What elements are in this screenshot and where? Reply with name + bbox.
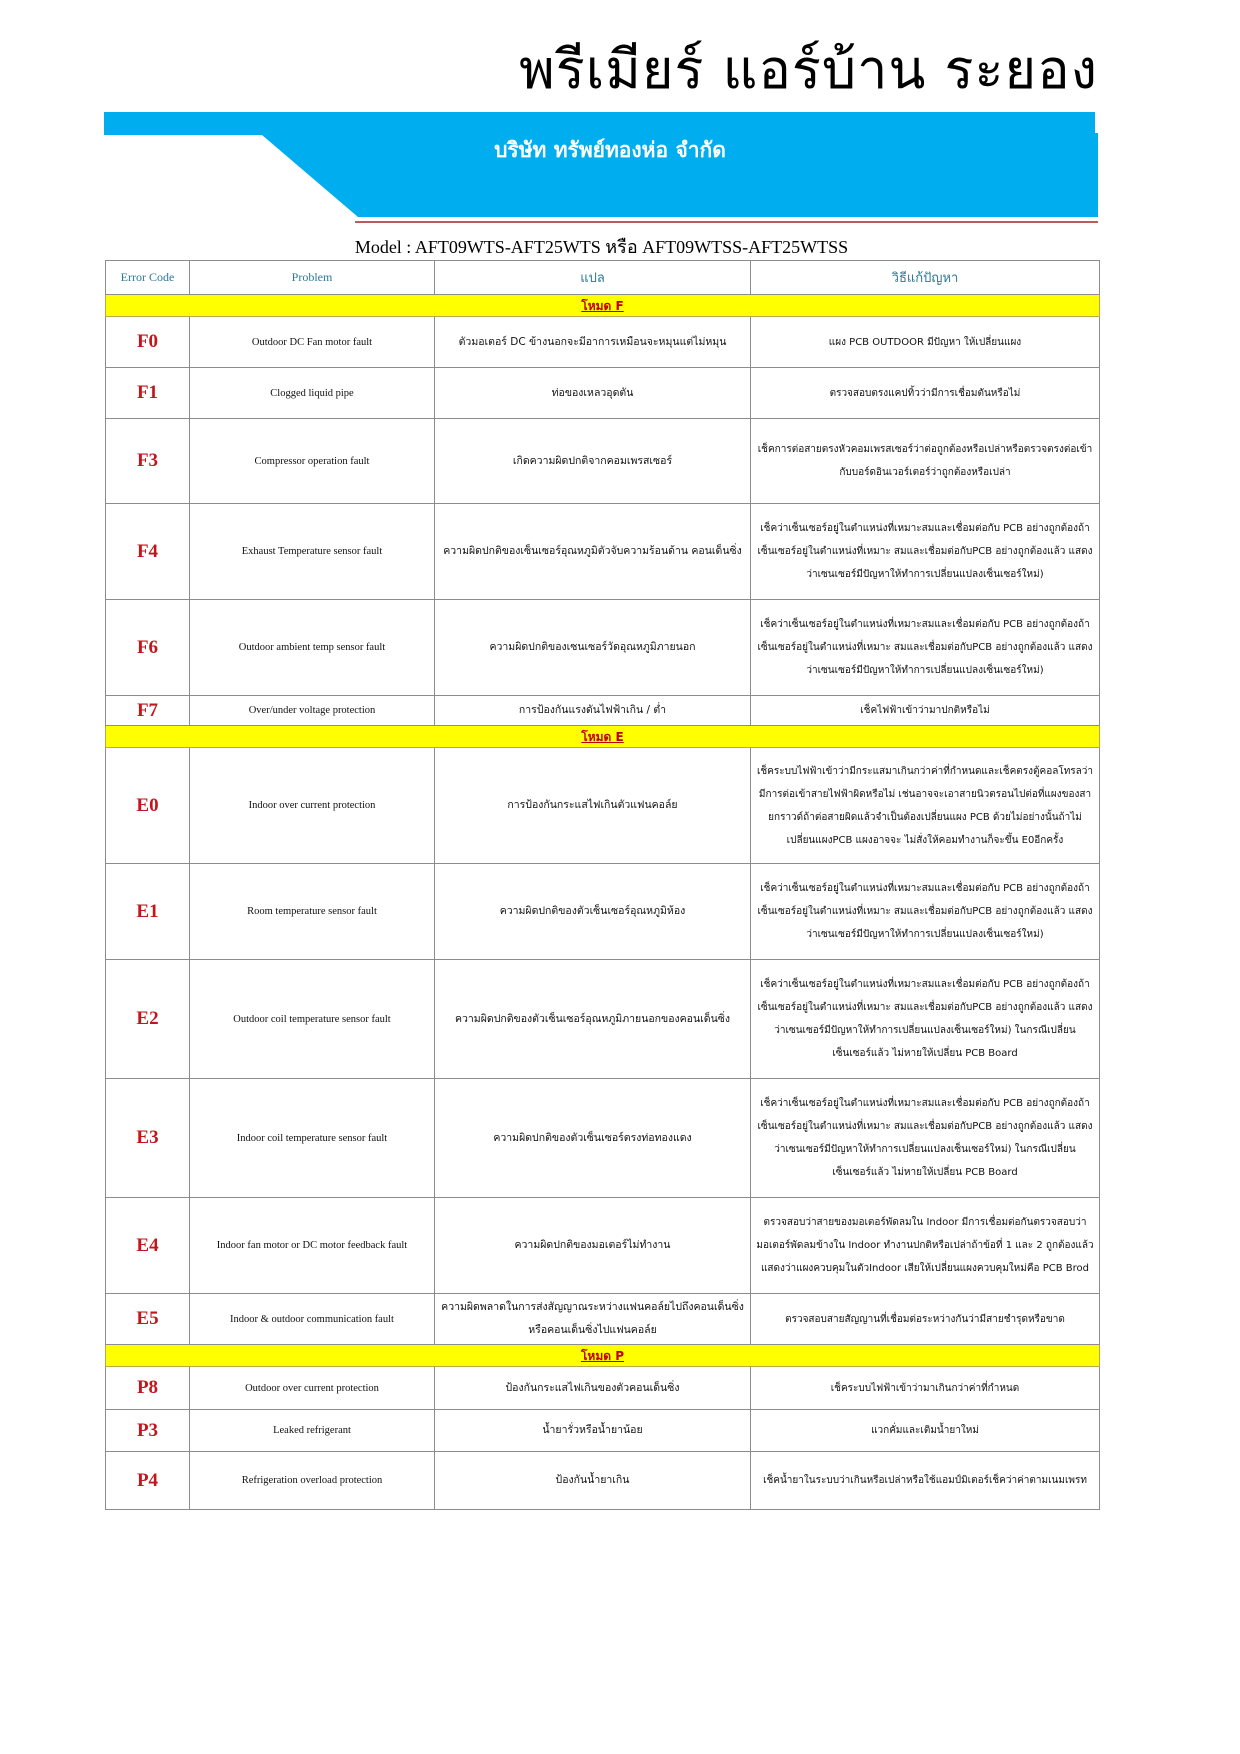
solution-cell: ตรวจสอบว่าสายของมอเตอร์พัดลมใน Indoor มีการเชื่อมต่อกันตรวจสอบว่ามอเตอร์พัดลมข้างใน Indoor ทำงานปกติหรือเปล่าถ้าข้อที่ 1 และ 2 ถูกต้องแล้ว แสดงว่าแผงควบคุมในตัวIndoor เสียให้เปลี่ยนแผงควบคุมใหม่คือ PCB Brod <box>751 1198 1100 1294</box>
translation-cell: น้ำยารั่วหรือน้ำยาน้อย <box>435 1410 751 1452</box>
company-name: บริษัท ทรัพย์ทองห่อ จำกัด <box>494 138 726 162</box>
error-code-cell: F7 <box>106 696 190 726</box>
solution-cell: ตรวจสอบสายสัญญานที่เชื่อมต่อระหว่างกันว่ามีสายชำรุดหรือขาด <box>751 1294 1100 1345</box>
solution-cell: เช็คว่าเซ็นเซอร์อยู่ในตำแหน่งที่เหมาะสมและเชื่อมต่อกับ PCB อย่างถูกต้องถ้าเซ็นเซอร์อยู่ในตำแหน่งที่เหมาะ สมและเชื่อมต่อกับPCB อย่างถูกต้องแล้ว แสดงว่าเซนเซอร์มีปัญหาให้ทำการเปลี่ยนแปลงเซ็นเซอร์ใหม่) ในกรณีเปลี่ยนเซ็นเซอร์แล้ว ไม่หายให้เปลี่ยน PCB Board <box>751 1079 1100 1198</box>
translation-cell: เกิดความผิดปกติจากคอมเพรสเซอร์ <box>435 419 751 504</box>
problem-cell: Indoor fan motor or DC motor feedback fault <box>190 1198 435 1294</box>
model-line: Model : AFT09WTS-AFT25WTS หรือ AFT09WTSS-AFT25WTSS <box>354 237 849 257</box>
translation-cell: ป้องกันน้ำยาเกิน <box>435 1452 751 1510</box>
section-band <box>106 295 1100 317</box>
translation-cell: ความผิดปกติของตัวเซ็นเซอร์อุณหภูมิห้อง <box>435 864 751 960</box>
translation-cell: ความผิดปกติของตัวเซ็นเซอร์อุณหภูมิภายนอกของคอนเด็นซิ่ง <box>435 960 751 1079</box>
table-row <box>106 1294 1100 1345</box>
section-band <box>106 726 1100 748</box>
solution-cell: เช็คน้ำยาในระบบว่าเกินหรือเปล่าหรือใช้แอมป์มิเตอร์เช็คว่าค่าตามเนมเพรท <box>751 1452 1100 1510</box>
problem-cell: Clogged liquid pipe <box>190 368 435 419</box>
solution-cell: เช็คระบบไฟฟ้าเข้าว่ามีกระแสมาเกินกว่าค่าที่กำหนดและเช็คตรงตู้คอลโทรลว่ามีการต่อเข้าสายไฟฟ้าผิดหรือไม่ เช่นอาจจะเอาสายนิวตรอนไปต่อที่แผงของสายกราวด์ถ้าต่อสายผิดแล้วจำเป็นต้องเปลี่ยนแผง PCB ด้วยไม่อย่างนั้นถ้าไม่เปลี่ยนแผงPCB แผงอาจจะ ไม่สั่งให้คอมทำงานก็จะขึ้น E0อีกครั้ง <box>751 748 1100 864</box>
problem-cell: Outdoor DC Fan motor fault <box>190 317 435 368</box>
section-band-cell <box>106 1345 1100 1367</box>
col-header-problem: Problem <box>190 261 435 295</box>
error-code-table <box>105 260 1100 1510</box>
table-row <box>106 1198 1100 1294</box>
problem-cell: Leaked refrigerant <box>190 1410 435 1452</box>
problem-cell: Refrigeration overload protection <box>190 1452 435 1510</box>
problem-cell: Outdoor coil temperature sensor fault <box>190 960 435 1079</box>
solution-cell: เช็คระบบไฟฟ้าเข้าว่ามาเกินกว่าค่าที่กำหนด <box>751 1367 1100 1410</box>
solution-cell: เช็คการต่อสายตรงหัวคอมเพรสเซอร์ว่าต่อถูกต้องหรือเปล่าหรือตรวจตรงต่อเข้ากับบอร์ดอินเวอร์เตอร์ว่าถูกต้องหรือเปล่า <box>751 419 1100 504</box>
section-band-cell <box>106 726 1100 748</box>
error-code-cell: F6 <box>106 600 190 696</box>
section-band <box>106 1345 1100 1367</box>
table-body <box>106 295 1100 1510</box>
problem-cell: Indoor coil temperature sensor fault <box>190 1079 435 1198</box>
table-header-row <box>106 261 1100 295</box>
table-row <box>106 1079 1100 1198</box>
solution-cell: เช็คว่าเซ็นเซอร์อยู่ในตำแหน่งที่เหมาะสมและเชื่อมต่อกับ PCB อย่างถูกต้องถ้าเซ็นเซอร์อยู่ในตำแหน่งที่เหมาะ สมและเชื่อมต่อกับPCB อย่างถูกต้องแล้ว แสดงว่าเซนเซอร์มีปัญหาให้ทำการเปลี่ยนแปลงเซ็นเซอร์ใหม่) <box>751 864 1100 960</box>
section-band-cell <box>106 295 1100 317</box>
section-label: โหมด E <box>581 730 624 744</box>
table-row <box>106 419 1100 504</box>
table-row <box>106 696 1100 726</box>
problem-cell: Indoor over current protection <box>190 748 435 864</box>
error-code-cell: P3 <box>106 1410 190 1452</box>
error-code-cell: P4 <box>106 1452 190 1510</box>
problem-cell: Outdoor over current protection <box>190 1367 435 1410</box>
error-code-cell: E1 <box>106 864 190 960</box>
translation-cell: ป้องกันกระแสไฟเกินของตัวคอนเด็นซิ่ง <box>435 1367 751 1410</box>
table-row <box>106 504 1100 600</box>
table-row <box>106 317 1100 368</box>
table-row <box>106 748 1100 864</box>
solution-cell: เช็คว่าเซ็นเซอร์อยู่ในตำแหน่งที่เหมาะสมและเชื่อมต่อกับ PCB อย่างถูกต้องถ้าเซ็นเซอร์อยู่ในตำแหน่งที่เหมาะ สมและเชื่อมต่อกับPCB อย่างถูกต้องแล้ว แสดงว่าเซนเซอร์มีปัญหาให้ทำการเปลี่ยนแปลงเซ็นเซอร์ใหม่) <box>751 504 1100 600</box>
problem-cell: Room temperature sensor fault <box>190 864 435 960</box>
translation-cell: ความผิดปกติของเซ็นเซอร์อุณหภูมิตัวจับความร้อนด้าน คอนเด็นซิ่ง <box>435 504 751 600</box>
translation-cell: ความผิดปกติของเซนเซอร์วัดอุณหภูมิภายนอก <box>435 600 751 696</box>
error-code-cell: F4 <box>106 504 190 600</box>
section-label: โหมด P <box>580 1349 625 1363</box>
table-row <box>106 864 1100 960</box>
col-header-error-code: Error Code <box>106 261 190 295</box>
translation-cell: ความผิดปกติของมอเตอร์ไม่ทำงาน <box>435 1198 751 1294</box>
translation-cell: การป้องกันกระแสไฟเกินตัวแฟนคอล์ย <box>435 748 751 864</box>
error-code-cell: E4 <box>106 1198 190 1294</box>
error-code-cell: E3 <box>106 1079 190 1198</box>
col-header-solution: วิธีแก้ปัญหา <box>751 261 1100 295</box>
table-row <box>106 960 1100 1079</box>
table-row <box>106 1367 1100 1410</box>
problem-cell: Over/under voltage protection <box>190 696 435 726</box>
translation-cell: ตัวมอเตอร์ DC ข้างนอกจะมีอาการเหมือนจะหมุนแต่ไม่หมุน <box>435 317 751 368</box>
section-label: โหมด F <box>581 299 624 313</box>
solution-cell: แวกคั่มและเติมน้ำยาใหม่ <box>751 1410 1100 1452</box>
solution-cell: เช็คว่าเซ็นเซอร์อยู่ในตำแหน่งที่เหมาะสมและเชื่อมต่อกับ PCB อย่างถูกต้องถ้าเซ็นเซอร์อยู่ในตำแหน่งที่เหมาะ สมและเชื่อมต่อกับPCB อย่างถูกต้องแล้ว แสดงว่าเซนเซอร์มีปัญหาให้ทำการเปลี่ยนแปลงเซ็นเซอร์ใหม่) <box>751 600 1100 696</box>
problem-cell: Indoor & outdoor communication fault <box>190 1294 435 1345</box>
error-code-cell: E0 <box>106 748 190 864</box>
solution-cell: แผง PCB OUTDOOR มีปัญหา ให้เปลี่ยนแผง <box>751 317 1100 368</box>
error-code-cell: E2 <box>106 960 190 1079</box>
translation-cell: ความผิดพลาดในการส่งสัญญาณระหว่างแฟนคอล์ยไปถึงคอนเด็นซิ่งหรือคอนเด็นซิ่งไปแฟนคอล์ย <box>435 1294 751 1345</box>
table-row <box>106 1452 1100 1510</box>
error-code-cell: F0 <box>106 317 190 368</box>
table-row <box>106 368 1100 419</box>
table-row <box>106 600 1100 696</box>
translation-cell: ความผิดปกติของตัวเซ็นเซอร์ตรงท่อทองแดง <box>435 1079 751 1198</box>
solution-cell: ตรวจสอบตรงแคปทิ้วว่ามีการเชื่อมตันหรือไม่ <box>751 368 1100 419</box>
problem-cell: Outdoor ambient temp sensor fault <box>190 600 435 696</box>
error-code-cell: F3 <box>106 419 190 504</box>
error-code-cell: F1 <box>106 368 190 419</box>
col-header-translation: แปล <box>435 261 751 295</box>
problem-cell: Exhaust Temperature sensor fault <box>190 504 435 600</box>
error-code-cell: P8 <box>106 1367 190 1410</box>
brand-title: พรีเมียร์ แอร์บ้าน ระยอง <box>519 38 1098 101</box>
translation-cell: การป้องกันแรงดันไฟฟ้าเกิน / ต่ำ <box>435 696 751 726</box>
translation-cell: ท่อของเหลวอุดตัน <box>435 368 751 419</box>
solution-cell: เช็คไฟฟ้าเข้าว่ามาปกติหรือไม่ <box>751 696 1100 726</box>
solution-cell: เช็คว่าเซ็นเซอร์อยู่ในตำแหน่งที่เหมาะสมและเชื่อมต่อกับ PCB อย่างถูกต้องถ้าเซ็นเซอร์อยู่ในตำแหน่งที่เหมาะ สมและเชื่อมต่อกับPCB อย่างถูกต้องแล้ว แสดงว่าเซนเซอร์มีปัญหาให้ทำการเปลี่ยนแปลงเซ็นเซอร์ใหม่) ในกรณีเปลี่ยนเซ็นเซอร์แล้ว ไม่หายให้เปลี่ยน PCB Board <box>751 960 1100 1079</box>
problem-cell: Compressor operation fault <box>190 419 435 504</box>
table-row <box>106 1410 1100 1452</box>
error-code-cell: E5 <box>106 1294 190 1345</box>
